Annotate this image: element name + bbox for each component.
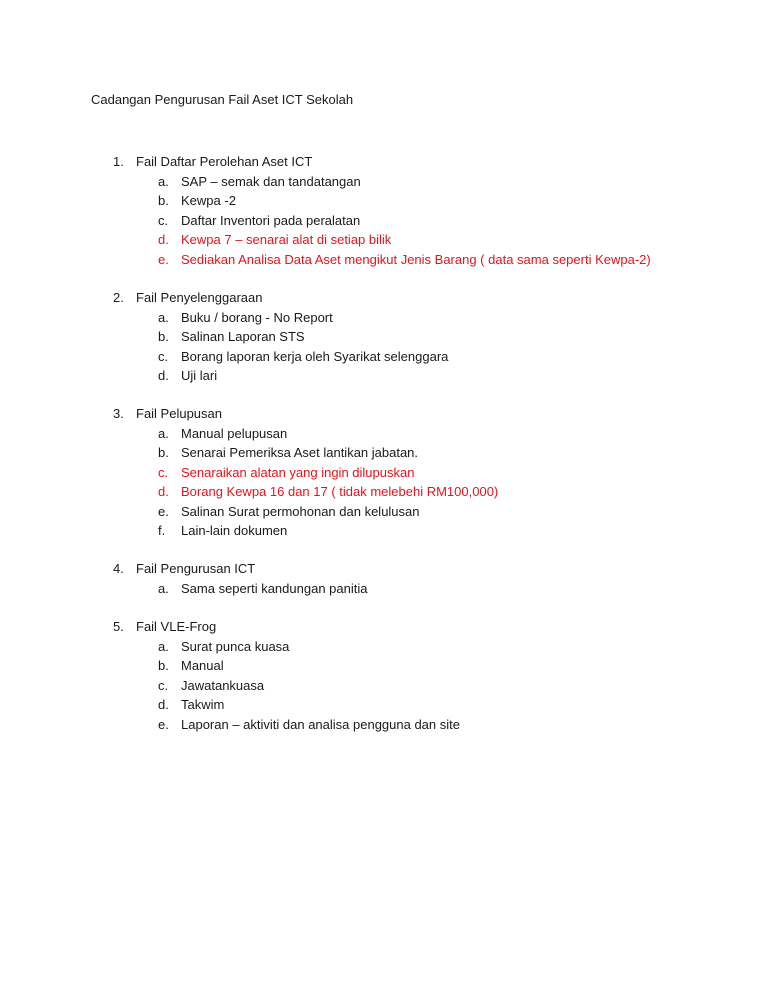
section-heading	[0, 559, 768, 579]
section-heading	[0, 404, 768, 424]
list-item	[0, 521, 768, 541]
item-letter: e.	[158, 251, 169, 267]
item-text: Kewpa -2	[181, 193, 236, 208]
list-item	[0, 366, 768, 386]
item-text: Salinan Surat permohonan dan kelulusan	[181, 503, 420, 519]
item-text: Borang laporan kerja oleh Syarikat selenggara	[181, 348, 449, 364]
list-item	[0, 637, 768, 657]
list-item	[0, 347, 768, 367]
list-item	[0, 211, 768, 231]
item-text: Daftar Inventori pada peralatan	[181, 212, 361, 228]
list-item	[0, 695, 768, 715]
item-letter: b.	[158, 329, 169, 344]
item-letter: a.	[158, 580, 169, 596]
section-heading	[0, 152, 768, 172]
section-title: Fail VLE-Frog	[136, 619, 217, 634]
item-text: Jawatankuasa	[181, 677, 265, 693]
list-item	[0, 191, 768, 211]
item-text: Surat punca kuasa	[181, 638, 290, 654]
item-letter: f.	[158, 523, 166, 538]
item-text: Salinan Laporan STS	[181, 329, 305, 344]
list-item	[0, 424, 768, 444]
list-item	[0, 715, 768, 735]
item-text: Sama seperti kandungan panitia	[181, 580, 368, 596]
item-text: Lain-lain dokumen	[181, 523, 288, 538]
section-number: 1.	[113, 154, 124, 169]
list-item	[0, 579, 768, 599]
item-letter: c.	[158, 677, 169, 693]
item-letter: c.	[158, 348, 169, 364]
item-letter: c.	[158, 464, 169, 480]
item-text: Sediakan Analisa Data Aset mengikut Jenis Barang ( data sama seperti Kewpa-2)	[181, 251, 651, 267]
item-letter: b.	[158, 193, 169, 208]
list-item	[0, 327, 768, 347]
item-letter: d.	[158, 232, 169, 247]
list-item	[0, 443, 768, 463]
item-letter: b.	[158, 445, 169, 460]
section-title: Fail Penyelenggaraan	[136, 290, 263, 305]
section-title: Fail Pelupusan	[136, 406, 222, 421]
item-text: Takwim	[181, 697, 225, 712]
section-vle-frog	[0, 617, 768, 734]
item-letter: c.	[158, 212, 169, 228]
list-item	[0, 676, 768, 696]
section-heading	[0, 617, 768, 637]
section-daftar-perolehan	[0, 152, 768, 269]
section-number: 4.	[113, 561, 124, 576]
section-pelupusan	[0, 404, 768, 541]
item-letter: d.	[158, 697, 169, 712]
item-text: Manual pelupusan	[181, 425, 288, 441]
section-pengurusan-ict	[0, 559, 768, 598]
item-letter: a.	[158, 309, 169, 325]
item-text: Uji lari	[181, 368, 218, 383]
item-letter: b.	[158, 658, 169, 673]
item-text: Buku / borang - No Report	[181, 309, 333, 325]
list-item-highlighted	[0, 250, 768, 270]
section-number: 2.	[113, 290, 124, 305]
item-text: Kewpa 7 – senarai alat di setiap bilik	[181, 232, 392, 247]
list-item	[0, 172, 768, 192]
list-item-highlighted	[0, 230, 768, 250]
section-title: Fail Daftar Perolehan Aset ICT	[136, 154, 313, 169]
section-heading	[0, 288, 768, 308]
item-text: Manual	[181, 658, 224, 673]
item-text: Senaraikan alatan yang ingin dilupuskan	[181, 464, 415, 480]
item-letter: d.	[158, 484, 169, 499]
section-number: 3.	[113, 406, 124, 421]
section-penyelenggaraan	[0, 288, 768, 386]
list-item-highlighted	[0, 463, 768, 483]
section-number: 5.	[113, 619, 124, 634]
list-item	[0, 502, 768, 522]
item-letter: a.	[158, 173, 169, 189]
section-title: Fail Pengurusan ICT	[136, 561, 256, 576]
list-item-highlighted	[0, 482, 768, 502]
document-title: Cadangan Pengurusan Fail Aset ICT Sekolah	[91, 92, 354, 107]
list-item	[0, 656, 768, 676]
item-text: Borang Kewpa 16 dan 17 ( tidak melebehi RM100,000)	[181, 484, 499, 499]
item-letter: e.	[158, 503, 169, 519]
item-text: Laporan – aktiviti dan analisa pengguna dan site	[181, 716, 460, 732]
item-letter: a.	[158, 425, 169, 441]
item-letter: e.	[158, 716, 169, 732]
item-letter: a.	[158, 638, 169, 654]
item-letter: d.	[158, 368, 169, 383]
item-text: Senarai Pemeriksa Aset lantikan jabatan.	[181, 445, 419, 460]
item-text: SAP – semak dan tandatangan	[181, 173, 361, 189]
list-item	[0, 308, 768, 328]
